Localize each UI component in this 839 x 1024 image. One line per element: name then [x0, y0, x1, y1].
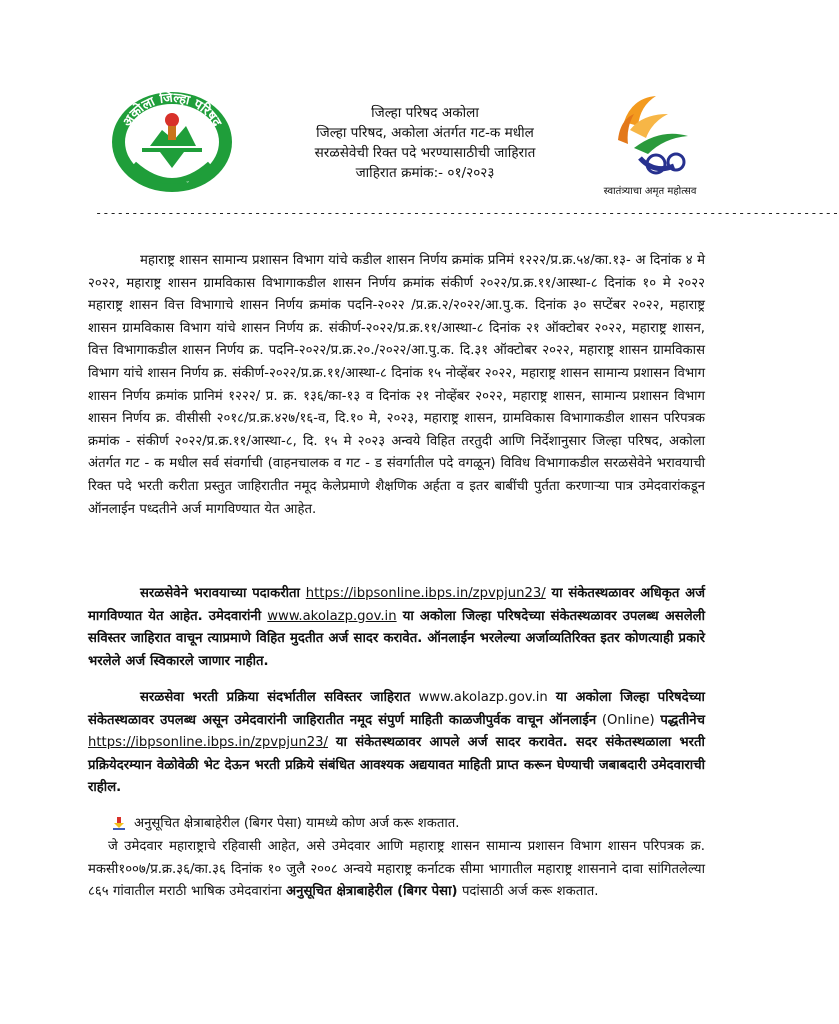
- paragraph3-online-label: (Online): [601, 712, 655, 728]
- paragraph2-text-2: या संकेतस्थळावर अधिकृत अर्ज मागविण्यात येत आहेत. उमेदवारांनी: [88, 586, 706, 624]
- paragraph-online-application: [88, 583, 705, 673]
- paragraph3-text-5: या संकेतस्थळावर आपले अर्ज सादर करावेत. सदर संकेतस्थळाला भरती प्रक्रियेदरम्यान वेळोवेळी भेट देऊन भरती प्रक्रिये संबंधित आवश्यक अद्ययावत माहिती प्राप्त करून घेण्याची जबाबदारी उमेदवाराची राहील.: [88, 735, 705, 796]
- paragraph-eligibility: [88, 836, 705, 904]
- ibps-application-link-2[interactable]: https://ibpsonline.ibps.in/zpvpjun23/: [88, 735, 328, 751]
- amrit-mahotsav-logo: [594, 92, 706, 202]
- document-header: [255, 103, 595, 183]
- header-office-name: जिल्हा परिषद अकोला: [371, 105, 479, 121]
- paragraph-recruitment-details: [88, 687, 705, 800]
- zilla-parishad-logo: [104, 86, 240, 198]
- logo-ring-text: अकोला जिल्हा परिषद: [120, 90, 224, 130]
- paragraph3-website: www.akolazp.gov.in: [418, 690, 548, 705]
- arrow-bullet-icon: [112, 816, 126, 830]
- ibps-application-link[interactable]: https://ibpsonline.ibps.in/zpvpjun23/: [305, 586, 546, 601]
- logo-motto-text: ग्रामविकासाची अमृत धारा: [138, 165, 206, 185]
- paragraph4-text-3: पदांसाठी अर्ज करू शकतात.: [461, 884, 599, 900]
- header-separator: -------------------------------------------------------------------------------------------------------: [95, 206, 839, 220]
- paragraph3-text-2: या अकोला जिल्हा परिषदेच्या संकेतस्थळावर उपलब्ध असून उमेदवारांनी जाहिरातीत नमूद संपुर्ण माहिती काळजीपुर्वक वाचून ऑनलाईन: [88, 690, 705, 728]
- paragraph3-text-1: सरळसेवा भरती प्रक्रिया संदर्भातील सविस्तर जाहिरात: [140, 690, 411, 705]
- paragraph2-text-1: सरळसेवेने भरावयाच्या पदाकरीता: [140, 586, 300, 601]
- paragraph2-text-3: या अकोला जिल्हा परिषदेच्या संकेतस्थळावर उपलब्ध असलेली सविस्तर जाहिरात वाचून त्याप्रमाणे विहित मुदतीत अर्ज सादर करावेत. ऑनलाईन भरलेल्या अर्जाव्यतिरिक्त इतर कोणत्याही प्रकारे भरलेले अर्ज स्विकारले जाणार नाहीत.: [88, 608, 705, 669]
- header-title: सरळसेवेची रिक्त पदे भरण्यासाठीची जाहिरात: [314, 145, 536, 161]
- header-advertisement-number: जाहिरात क्रमांक:- ०१/२०२३: [355, 165, 495, 181]
- paragraph3-text-4: पद्धतीनेच: [660, 712, 705, 728]
- akolazp-website-link[interactable]: www.akolazp.gov.in: [267, 608, 397, 624]
- paragraph4-text-2: अनुसूचित क्षेत्राबाहेरील (बिगर पेसा): [286, 884, 458, 900]
- header-subtitle: जिल्हा परिषद, अकोला अंतर्गत गट-क मधील: [316, 125, 534, 141]
- bullet-heading-row: [112, 814, 459, 834]
- paragraph-legal-references: महाराष्ट्र शासन सामान्य प्रशासन विभाग यांचे कडील शासन निर्णय क्रमांक प्रनिमं १२२२/प्र.क्र.५४/का.१३- अ दिनांक ४ मे २०२२, महाराष्ट्र शासन ग्रामविकास विभागाकडील शासन निर्णय क्रमांक संकीर्ण २०२२/प्र.क्र.११/आस्था-८ दिनांक १० मे २०२२ महाराष्ट्र शासन वित्त विभागाचे शासन निर्णय क्रमांक पदनि-२०२२ /प्र.क्र.२/२०२२/आ.पु.क. दिनांक ३० सप्टेंबर २०२२, महाराष्ट्र शासन ग्रामविकास विभाग यांचे शासन निर्णय क्र. संकीर्ण-२०२२/प्र.क्र.११/आस्था-८ दिनांक २१ ऑक्टोबर २०२२, महाराष्ट्र शासन, वित्त विभागाकडील शासन निर्णय क्र. पदनि-२०२२/प्र.क्र.२०./२०२२/आ.पु.क. दि.३१ ऑक्टोबर २०२२, महाराष्ट्र शासन ग्रामविकास विभाग यांचे शासन निर्णय क्र. संकीर्ण-२०२२/प्र.क्र.११/आस्था-८ दिनांक १५ नोव्हेंबर २०२२, महाराष्ट्र शासन सामान्य प्रशासन विभाग शासन निर्णय क्रमांक प्रानिमं १२२२/ प्र. क्र. १३६/का-१३ व दिनांक २१ नोव्हेंबर २०२२, महाराष्ट्र शासन, सामान्य प्रशासन विभाग शासन निर्णय क्र. वीसीसी २०१८/प्र.क्र.४२७/१६-व, दि.१० मे, २०२३, महाराष्ट्र शासन, ग्रामविकास विभागाकडील शासन परिपत्रक क्रमांक - संकीर्ण २०२२/प्र.क्र.११/आस्था-८, दि. १५ मे २०२३ अन्वये विहित तरतुदी आणि निर्देशानुसार जिल्हा परिषद, अकोला अंतर्गत गट - क मधील सर्व संवर्गाची (वाहनचालक व गट - ड संवर्गातील पदे वगळून) विविध विभागाकडील सरळसेवेने भरावयाची रिक्त पदे भरती करीता प्रस्तुत जाहिरातीत नमूद केलेप्रमाणे शैक्षणिक अर्हता व इतर बाबींची पुर्तता करणाऱ्या पात्र उमेदवारांकडून ऑनलाईन पध्दतीने अर्ज मागविण्यात येत आहेत.: [88, 253, 705, 517]
- amrit-logo-caption: स्वातंत्र्याचा अमृत महोत्सव: [603, 186, 697, 197]
- bullet-heading-text: अनुसूचित क्षेत्राबाहेरील (बिगर पेसा) यामध्ये कोण अर्ज करू शकतात.: [134, 816, 460, 831]
- paragraph4-text-1: जे उमेदवार महाराष्ट्राचे रहिवासी आहेत, असे उमेदवार आणि महाराष्ट्र शासन सामान्य प्रशासन विभाग शासन परिपत्रक क्र. मकसी१००७/प्र.क्र.३६/का.३६ दिनांक १० जुलै २००८ अन्वये महाराष्ट्र कर्नाटक सीमा भागातील महाराष्ट्र शासनाने दावा सांगितलेल्या ८६५ गांवातील मराठी भाषिक उमेदवारांना: [88, 839, 705, 900]
